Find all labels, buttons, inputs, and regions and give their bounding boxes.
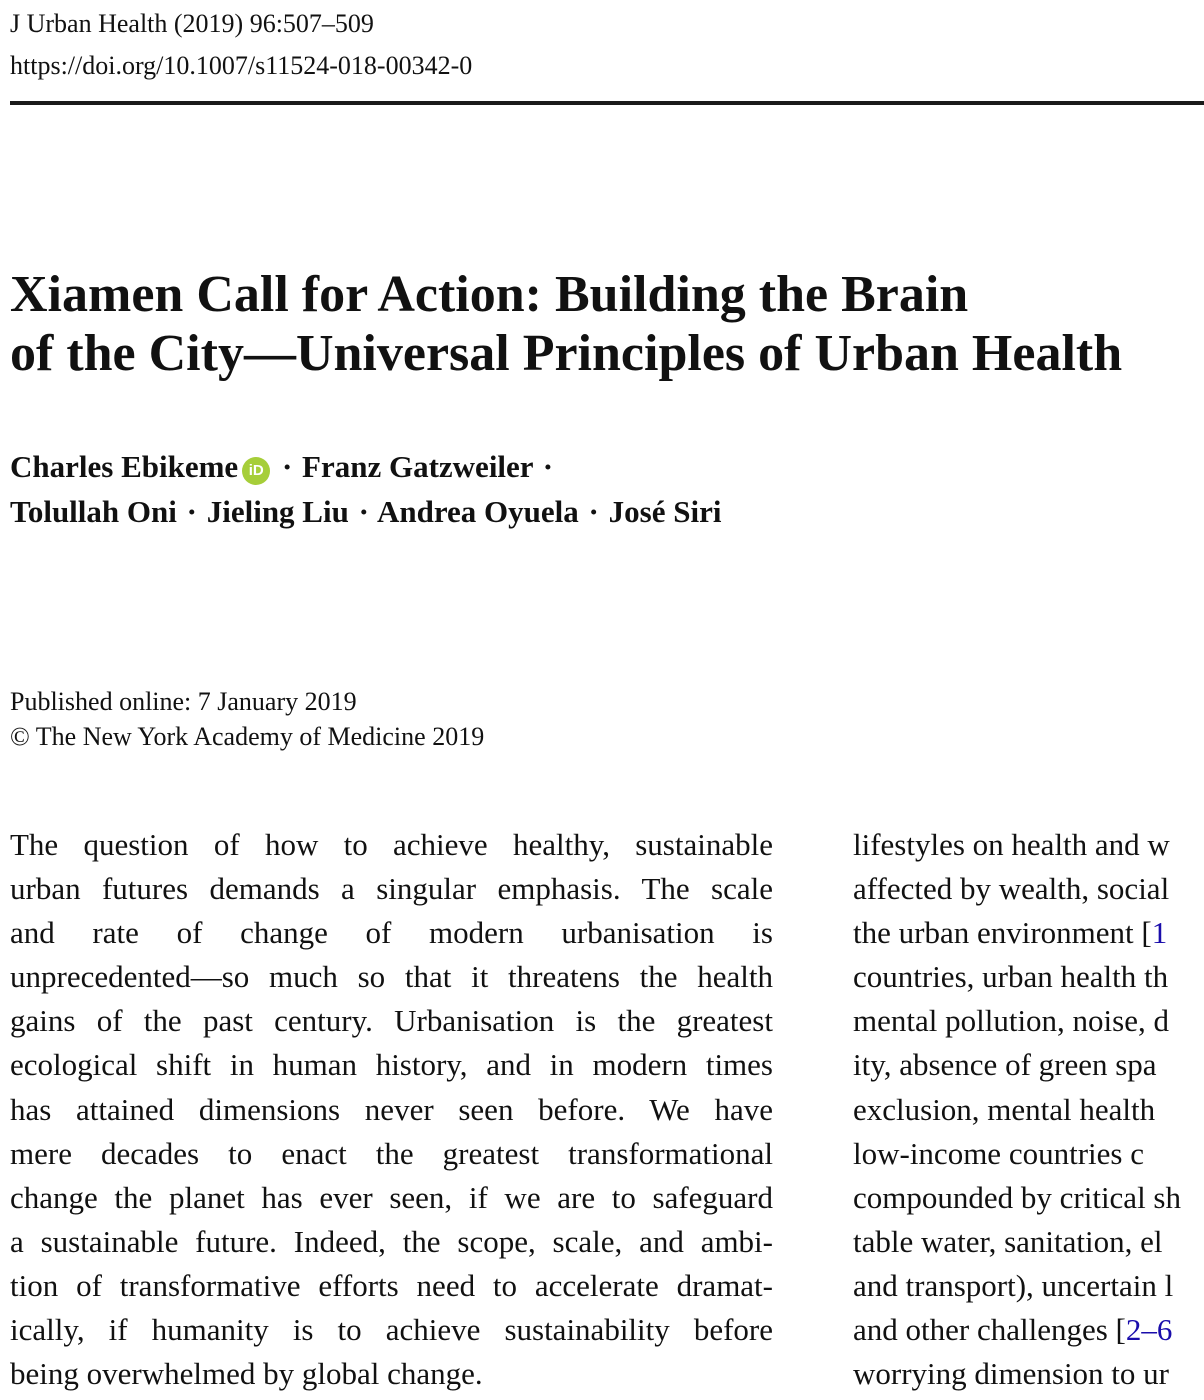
article-title xyxy=(10,265,1204,383)
author-name[interactable]: Franz Gatzweiler xyxy=(302,449,534,484)
body-text-line: lifestyles on health and w xyxy=(853,827,1170,862)
author-separator: · xyxy=(186,494,197,529)
author-line-1 xyxy=(10,444,1010,489)
author-list xyxy=(10,444,1010,534)
body-text-line: the urban environment [1 xyxy=(853,915,1168,951)
body-text-line: The question of how to achieve healthy, sustainable xyxy=(10,827,773,862)
body-column-right xyxy=(853,823,1204,1396)
author-name[interactable]: Charles Ebikeme xyxy=(10,449,239,484)
body-text-line: ity, absence of green spa xyxy=(853,1047,1157,1083)
body-text-line: tion of transformative efforts need to accelerate dramat- xyxy=(10,1267,773,1303)
body-text-line: low-income countries c xyxy=(853,1135,1144,1171)
citation-link[interactable]: 1 xyxy=(1151,915,1168,951)
body-text-line: being overwhelmed by global change. xyxy=(10,1356,483,1392)
body-text-line: change the planet has ever seen, if we are to safeguard xyxy=(10,1179,773,1215)
orcid-icon[interactable]: iD xyxy=(242,457,270,485)
body-text-line: and other challenges [2–6 xyxy=(853,1312,1173,1348)
published-date: Published online: 7 January 2019 xyxy=(10,687,357,716)
body-text-line: worrying dimension to ur xyxy=(853,1356,1169,1392)
body-text-line: and rate of change of modern urbanisation is xyxy=(10,915,773,951)
title-line-2: of the City—Universal Principles of Urban Health xyxy=(10,325,1123,382)
body-text-line: exclusion, mental health xyxy=(853,1091,1156,1127)
journal-citation: J Urban Health (2019) 96:507–509 xyxy=(10,9,374,38)
header-rule xyxy=(10,101,1204,105)
body-text-line: mental pollution, noise, d xyxy=(853,1003,1169,1039)
body-text-line: countries, urban health th xyxy=(853,959,1169,995)
author-separator: · xyxy=(542,449,554,484)
body-text-line: has attained dimensions never seen before. We have xyxy=(10,1091,773,1127)
body-text-line: mere decades to enact the greatest transformational xyxy=(10,1135,773,1171)
body-text-line: a sustainable future. Indeed, the scope, scale, and ambi- xyxy=(10,1223,773,1259)
body-column-left xyxy=(10,823,773,1396)
copyright-notice: © The New York Academy of Medicine 2019 xyxy=(10,722,485,751)
author-name[interactable]: Jieling Liu xyxy=(206,494,349,529)
body-text-line: urban futures demands a singular emphasis. The scale xyxy=(10,871,773,907)
author-name[interactable]: Andrea Oyuela xyxy=(376,494,579,529)
body-text-line: affected by wealth, social xyxy=(853,871,1170,907)
body-text-line: gains of the past century. Urbanisation is the greatest xyxy=(10,1003,773,1039)
doi-link[interactable]: https://doi.org/10.1007/s11524-018-00342-0 xyxy=(10,51,473,80)
author-line-2 xyxy=(10,489,1010,534)
body-text-line: ically, if humanity is to achieve sustainability before xyxy=(10,1312,773,1348)
title-line-1: Xiamen Call for Action: Building the Brain xyxy=(10,266,969,323)
author-name[interactable]: Tolullah Oni xyxy=(10,494,177,529)
body-text-line: ecological shift in human history, and in modern times xyxy=(10,1047,773,1083)
citation-link[interactable]: 2–6 xyxy=(1125,1312,1173,1348)
body-text-line: and transport), uncertain l xyxy=(853,1267,1174,1303)
body-text-line: table water, sanitation, el xyxy=(853,1223,1163,1259)
author-name[interactable]: José Siri xyxy=(608,494,722,529)
author-separator: · xyxy=(588,494,599,529)
body-text-line: compounded by critical sh xyxy=(853,1179,1181,1215)
author-separator: · xyxy=(281,449,293,484)
author-separator: · xyxy=(358,494,369,529)
body-text-line: unprecedented—so much so that it threatens the health xyxy=(10,959,773,995)
